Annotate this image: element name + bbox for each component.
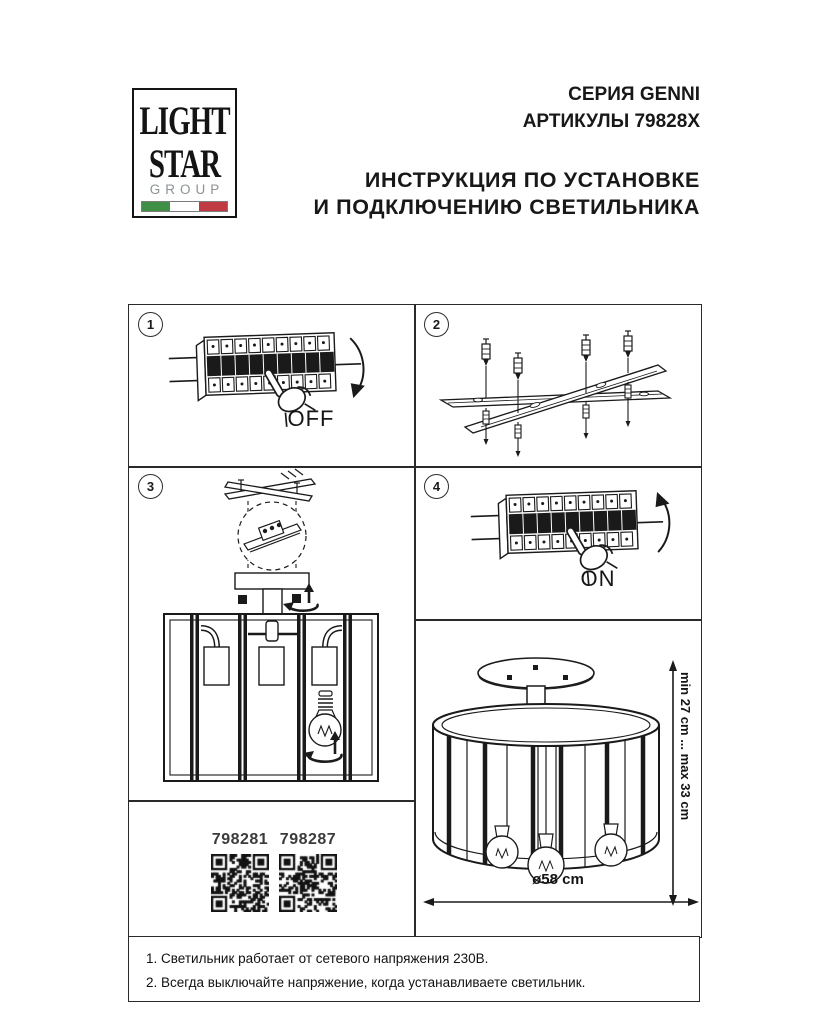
- qr-code-label: 798281: [211, 831, 269, 848]
- step-2-badge: 2: [424, 312, 449, 337]
- note-line-1: 1. Светильник работает от сетевого напряжения 230В.: [146, 951, 489, 966]
- step-3-panel: [129, 467, 415, 801]
- qr-code-label: 798287: [279, 831, 337, 848]
- circuit-breaker-on-diagram: [415, 467, 701, 620]
- series-title: СЕРИЯ GENNI: [568, 84, 700, 105]
- instruction-title-line1: ИНСТРУКЦИЯ ПО УСТАНОВКЕ: [364, 168, 700, 192]
- lamp-drawing: [415, 620, 701, 937]
- logo-wordmark: [134, 101, 235, 187]
- step-4-badge: 4: [424, 474, 449, 499]
- step-3-badge: 3: [138, 474, 163, 499]
- instruction-title-line2: И ПОДКЛЮЧЕНИЮ СВЕТИЛЬНИКА: [313, 195, 700, 219]
- mounting-bracket-diagram: [415, 305, 701, 467]
- step-2-panel: [415, 305, 701, 467]
- flag-red-segment: [199, 202, 227, 211]
- qr-panel: [129, 801, 415, 937]
- logo-star-text: STAR: [148, 142, 221, 187]
- step-1-badge: 1: [138, 312, 163, 337]
- articles-title: АРТИКУЛЫ 79828X: [522, 111, 700, 132]
- instruction-grid: [128, 304, 702, 938]
- flag-green-segment: [142, 202, 170, 211]
- qr-item-798281: [208, 831, 272, 912]
- circuit-breaker-off-diagram: [129, 305, 415, 467]
- lightstar-logo: [132, 88, 237, 218]
- lamp-dimensions-panel: [415, 620, 701, 937]
- on-label: ON: [580, 566, 616, 591]
- flag-white-segment: [170, 202, 198, 211]
- italian-flag-stripe: [141, 201, 228, 212]
- step-4-panel: [415, 467, 701, 620]
- step-1-panel: [129, 305, 415, 467]
- qr-item-798287: [276, 831, 340, 912]
- off-label: OFF: [287, 406, 335, 431]
- notes-box: [128, 936, 700, 1002]
- logo-group-text: GROUP: [149, 182, 225, 197]
- note-line-2: 2. Всегда выключайте напряжение, когда устанавливаете светильник.: [146, 975, 586, 990]
- height-dimension-label: min 27 cm ... max 33 cm: [678, 672, 693, 821]
- logo-light-text: LIGHT: [139, 99, 230, 144]
- diameter-dimension-label: ø58 cm: [532, 871, 584, 888]
- qr-code-image: [279, 854, 337, 912]
- assembly-diagram: [129, 467, 415, 801]
- qr-code-image: [211, 854, 269, 912]
